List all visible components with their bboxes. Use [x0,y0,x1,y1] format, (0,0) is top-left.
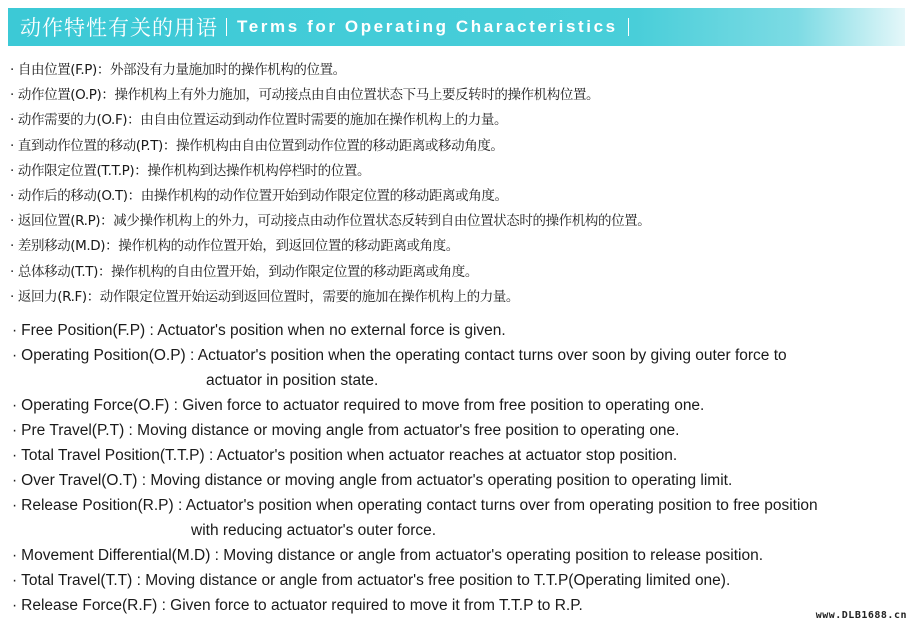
term-cn-pre-travel: · 直到动作位置的移动(P.T)：操作机构由自由位置到动作位置的移动距离或移动角度。 [10,137,504,154]
term-cn-movement-differential: · 差别移动(M.D)：操作机构的动作位置开始，到返回位置的移动距离或角度。 [10,238,459,255]
term-cn-over-travel: · 动作后的移动(O.T)：由操作机构的动作位置开始到动作限定位置的移动距离或角度。 [10,187,508,204]
header-title-cn: 动作特性有关的用语 [20,16,218,40]
term-en-operating-force: · Operating Force(O.F) : Given force to actuator required to move from free position to operating one. [12,397,705,414]
term-cn-operating-force: · 动作需要的力(O.F)：由自由位置运动到动作位置时需要的施加在操作机构上的力量。 [10,112,508,129]
term-cn-total-travel: · 总体移动(T.T)：操作机构的自由位置开始，到动作限定位置的移动距离或角度。 [10,263,478,280]
term-en-release-force: · Release Force(R.F) : Given force to actuator required to move it from T.T.P to R.P. [12,597,583,614]
watermark: www.DLB1688.cn [815,610,907,621]
header-divider-end [628,18,629,36]
term-en-operating-position: · Operating Position(O.P) : Actuator's position when the operating contact turns over soon by giving outer force to actuator in position state. [12,343,818,393]
term-cn-operating-position: · 动作位置(O.P)：操作机构上有外力施加，可动接点由自由位置状态下马上要反转时的操作机构位置。 [10,87,600,104]
term-en-total-travel-position: · Total Travel Position(T.T.P) : Actuator's position when actuator reaches at actuator stop position. [12,447,678,464]
terms-list-en [12,318,818,618]
term-en-total-travel: · Total Travel(T.T) : Moving distance or angle from actuator's free position to T.T.P(Operating limited one). [12,572,731,589]
term-cn-release-position: · 返回位置(R.P)：减少操作机构上的外力，可动接点由动作位置状态反转到自由位置状态时的操作机构的位置。 [10,213,651,230]
term-en-pre-travel: · Pre Travel(P.T) : Moving distance or moving angle from actuator's free position to operating one. [12,422,680,439]
header-title-en: Terms for Operating Characteristics [237,17,618,36]
term-en-operating-position-continuation: actuator in position state. [206,372,379,389]
term-cn-release-force: · 返回力(R.F)：动作限定位置开始运动到返回位置时，需要的施加在操作机构上的力量。 [10,288,519,305]
term-en-movement-differential: · Movement Differential(M.D) : Moving distance or angle from actuator's operating position to release position. [12,547,764,564]
terms-list-cn [10,58,650,310]
header-divider [226,18,227,36]
term-en-release-position-continuation: with reducing actuator's outer force. [191,522,437,539]
term-cn-free-position: · 自由位置(F.P)：外部没有力量施加时的操作机构的位置。 [10,62,346,78]
term-en-over-travel: · Over Travel(O.T) : Moving distance or moving angle from actuator's operating position to operating limit. [12,472,733,489]
section-header [8,8,905,46]
term-en-free-position: · Free Position(F.P) : Actuator's position when no external force is given. [12,322,506,339]
term-cn-total-travel-position: · 动作限定位置(T.T.P)：操作机构到达操作机构停档时的位置。 [10,162,371,179]
term-en-release-position: · Release Position(R.P) : Actuator's position when operating contact turns over from operating position to free position with reducing actuator's outer force. [12,493,818,543]
